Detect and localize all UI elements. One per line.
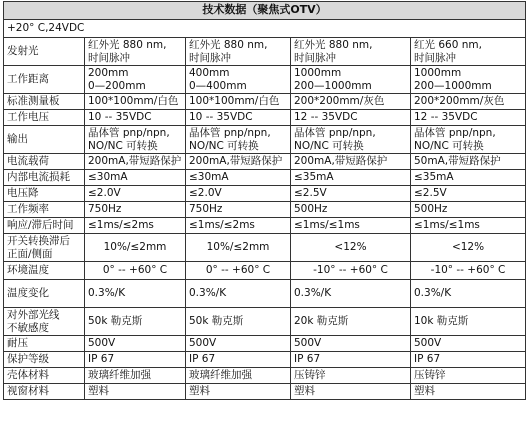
spec-label: [4, 66, 85, 94]
spec-label-line: 温度变化: [7, 287, 49, 300]
spec-value: [85, 154, 186, 170]
spec-label-line: 开关转换滞后: [7, 235, 70, 248]
spec-value: [186, 384, 291, 400]
spec-value: [411, 126, 526, 154]
spec-value: [291, 170, 411, 186]
spec-value-line: 0.3%/K: [414, 287, 452, 300]
spec-value-line: 10k 勒克斯: [414, 315, 469, 328]
spec-value: [291, 66, 411, 94]
spec-value-line: 100*100mm/白色: [88, 95, 179, 108]
spec-label-line: 标准测量板: [7, 95, 60, 108]
spec-label: [4, 280, 85, 308]
spec-value: [411, 384, 526, 400]
spec-value-line: 玻璃纤维加强: [88, 369, 151, 382]
spec-value-line: 晶体管 pnp/npn,: [414, 127, 496, 140]
spec-value: [85, 336, 186, 352]
spec-label-line: 环境温度: [7, 264, 49, 277]
spec-label: [4, 126, 85, 154]
spec-row: [4, 38, 526, 66]
spec-value: [186, 110, 291, 126]
spec-row: [4, 126, 526, 154]
spec-label: [4, 262, 85, 280]
spec-value: [291, 368, 411, 384]
spec-value: [186, 352, 291, 368]
spec-value: [411, 202, 526, 218]
spec-value-line: 200mA,带短路保护: [294, 155, 388, 168]
spec-value-line: 750Hz: [189, 203, 223, 216]
spec-label: [4, 170, 85, 186]
spec-value-line: 红外光 880 nm,: [294, 39, 373, 52]
spec-value-line: -10° -- +60° C: [430, 264, 506, 277]
spec-value-line: 200mA,带短路保护: [189, 155, 283, 168]
spec-label-line: 内部电流损耗: [7, 171, 70, 184]
spec-value-line: ≤2.5V: [294, 187, 327, 200]
spec-value-line: ≤2.0V: [88, 187, 121, 200]
spec-value: [186, 336, 291, 352]
spec-value: [186, 38, 291, 66]
test-conditions: +20° C,24VDC: [4, 20, 526, 38]
spec-value-line: 200*200mm/灰色: [414, 95, 505, 108]
spec-value: [291, 384, 411, 400]
spec-row: [4, 110, 526, 126]
spec-value-line: NO/NC 可转换: [189, 139, 259, 152]
spec-value-line: -10° -- +60° C: [313, 264, 388, 277]
spec-label: [4, 154, 85, 170]
spec-value-line: 玻璃纤维加强: [189, 369, 252, 382]
spec-value: [186, 170, 291, 186]
spec-row: [4, 66, 526, 94]
spec-value-line: 压铸锌: [294, 369, 326, 382]
spec-table: [3, 1, 526, 400]
spec-value-line: <12%: [334, 241, 367, 254]
spec-value-line: NO/NC 可转换: [294, 139, 364, 152]
spec-value-line: 0° -- +60° C: [205, 264, 271, 277]
spec-value: [85, 170, 186, 186]
spec-value-line: 500V: [414, 337, 442, 350]
spec-value-line: 塑料: [414, 385, 435, 398]
spec-value: [85, 368, 186, 384]
spec-value: [186, 368, 291, 384]
spec-value-line: 200—1000mm: [414, 79, 492, 92]
spec-value: [85, 384, 186, 400]
spec-value: [85, 308, 186, 336]
spec-row: [4, 94, 526, 110]
spec-value: [85, 262, 186, 280]
spec-value: [291, 110, 411, 126]
spec-label-line: 工作距离: [7, 73, 49, 86]
spec-value: [291, 38, 411, 66]
title-row: [4, 2, 526, 20]
spec-label-line: 输出: [7, 133, 28, 146]
spec-value-line: 塑料: [189, 385, 210, 398]
spec-value: [411, 66, 526, 94]
spec-value-line: 时间脉冲: [294, 51, 336, 64]
spec-value: [291, 202, 411, 218]
spec-row: [4, 336, 526, 352]
spec-value: [85, 66, 186, 94]
spec-value: [291, 234, 411, 262]
spec-label-line: 正面/侧面: [7, 247, 53, 260]
spec-row: [4, 384, 526, 400]
spec-row: [4, 368, 526, 384]
spec-value: [411, 352, 526, 368]
table-title: 技术数据（聚焦式OTV）: [4, 2, 526, 20]
spec-value: [291, 186, 411, 202]
spec-label: [4, 234, 85, 262]
spec-label-line: 壳体材料: [7, 369, 49, 382]
spec-value: [411, 280, 526, 308]
spec-value-line: 10 -- 35VDC: [88, 111, 152, 124]
spec-label: [4, 308, 85, 336]
spec-value-line: 0—200mm: [88, 79, 146, 92]
spec-value-line: IP 67: [414, 353, 441, 366]
spec-value-line: 时间脉冲: [189, 51, 231, 64]
spec-row: [4, 308, 526, 336]
spec-value-line: 12 -- 35VDC: [294, 111, 358, 124]
spec-value-line: ≤1ms/≤2ms: [88, 219, 154, 232]
spec-label-line: 耐压: [7, 337, 28, 350]
spec-value: [85, 126, 186, 154]
spec-value-line: 晶体管 pnp/npn,: [88, 127, 170, 140]
spec-value-line: NO/NC 可转换: [88, 139, 158, 152]
spec-value-line: 红光 660 nm,: [414, 39, 482, 52]
spec-value: [291, 262, 411, 280]
spec-value: [186, 202, 291, 218]
spec-value: [186, 186, 291, 202]
spec-value-line: 50k 勒克斯: [88, 315, 143, 328]
spec-value: [411, 368, 526, 384]
spec-label-line: 视窗材料: [7, 385, 49, 398]
spec-label: [4, 38, 85, 66]
spec-label: [4, 384, 85, 400]
spec-value-line: 红外光 880 nm,: [189, 39, 268, 52]
spec-value: [85, 94, 186, 110]
spec-value-line: ≤1ms/≤2ms: [189, 219, 255, 232]
spec-value-line: 50mA,带短路保护: [414, 155, 501, 168]
spec-value: [411, 170, 526, 186]
spec-value: [85, 202, 186, 218]
spec-value-line: 红外光 880 nm,: [88, 39, 167, 52]
spec-value-line: 200mA,带短路保护: [88, 155, 182, 168]
spec-value-line: 晶体管 pnp/npn,: [294, 127, 376, 140]
spec-label: [4, 368, 85, 384]
spec-value: [186, 262, 291, 280]
spec-value-line: IP 67: [88, 353, 115, 366]
spec-value-line: 200*200mm/灰色: [294, 95, 385, 108]
spec-value-line: ≤1ms/≤1ms: [294, 219, 360, 232]
spec-row: [4, 154, 526, 170]
spec-value-line: IP 67: [189, 353, 216, 366]
spec-value: [411, 154, 526, 170]
spec-value: [291, 126, 411, 154]
spec-value: [411, 262, 526, 280]
spec-value: [85, 110, 186, 126]
spec-value-line: ≤30mA: [189, 171, 229, 184]
spec-row: [4, 186, 526, 202]
spec-label: [4, 94, 85, 110]
spec-value-line: ≤2.0V: [189, 187, 222, 200]
spec-label-line: 工作电压: [7, 111, 49, 124]
spec-value-line: 0.3%/K: [189, 287, 227, 300]
spec-value: [85, 38, 186, 66]
spec-label-line: 不敏感度: [7, 321, 49, 334]
spec-value-line: 时间脉冲: [414, 51, 456, 64]
spec-label: [4, 218, 85, 234]
spec-label-line: 保护等级: [7, 353, 49, 366]
spec-value: [186, 218, 291, 234]
spec-value: [85, 186, 186, 202]
spec-value: [186, 308, 291, 336]
spec-value: [186, 280, 291, 308]
spec-value-line: 200mm: [88, 67, 129, 80]
spec-value-line: 500V: [88, 337, 116, 350]
spec-row: [4, 262, 526, 280]
spec-value-line: 12 -- 35VDC: [414, 111, 478, 124]
spec-value: [85, 218, 186, 234]
spec-value-line: ≤1ms/≤1ms: [414, 219, 480, 232]
spec-row: [4, 280, 526, 308]
spec-value-line: 500Hz: [414, 203, 448, 216]
spec-value-line: <12%: [451, 241, 485, 254]
spec-value: [411, 234, 526, 262]
spec-value-line: 200—1000mm: [294, 79, 372, 92]
spec-value: [186, 94, 291, 110]
spec-value: [291, 154, 411, 170]
spec-value: [291, 218, 411, 234]
spec-row: [4, 202, 526, 218]
spec-value: [186, 126, 291, 154]
spec-value: [411, 38, 526, 66]
spec-label: [4, 336, 85, 352]
spec-value: [291, 94, 411, 110]
spec-value: [186, 66, 291, 94]
spec-value-line: 500V: [294, 337, 322, 350]
spec-value-line: 压铸锌: [414, 369, 446, 382]
spec-value-line: 1000mm: [294, 67, 342, 80]
spec-value: [186, 234, 291, 262]
spec-value: [291, 352, 411, 368]
spec-value-line: 10%/≤2mm: [206, 241, 270, 254]
spec-row: [4, 234, 526, 262]
spec-row: [4, 218, 526, 234]
spec-value-line: ≤2.5V: [414, 187, 447, 200]
spec-value: [291, 336, 411, 352]
spec-value-line: 750Hz: [88, 203, 122, 216]
spec-value: [411, 186, 526, 202]
spec-label: [4, 202, 85, 218]
spec-value-line: ≤35mA: [414, 171, 454, 184]
spec-value-line: 0.3%/K: [88, 287, 126, 300]
spec-value-line: ≤30mA: [88, 171, 128, 184]
spec-value-line: 20k 勒克斯: [294, 315, 349, 328]
spec-value-line: ≤35mA: [294, 171, 334, 184]
spec-value-line: 500V: [189, 337, 217, 350]
spec-value: [85, 234, 186, 262]
spec-value-line: NO/NC 可转换: [414, 139, 484, 152]
spec-label: [4, 110, 85, 126]
spec-value-line: 500Hz: [294, 203, 328, 216]
conditions-row: [4, 20, 526, 38]
spec-value: [186, 154, 291, 170]
spec-value: [291, 280, 411, 308]
spec-value: [411, 110, 526, 126]
spec-value-line: 50k 勒克斯: [189, 315, 244, 328]
spec-value: [85, 280, 186, 308]
spec-label: [4, 186, 85, 202]
spec-value-line: 0.3%/K: [294, 287, 332, 300]
spec-value: [411, 94, 526, 110]
spec-label-line: 电压降: [7, 187, 39, 200]
spec-label-line: 电流载荷: [7, 155, 49, 168]
spec-value-line: 晶体管 pnp/npn,: [189, 127, 271, 140]
spec-value: [411, 336, 526, 352]
spec-value: [411, 218, 526, 234]
spec-value-line: 塑料: [294, 385, 315, 398]
spec-label: [4, 352, 85, 368]
spec-label-line: 工作频率: [7, 203, 49, 216]
spec-label-line: 发射光: [7, 45, 39, 58]
spec-row: [4, 170, 526, 186]
spec-value-line: 时间脉冲: [88, 51, 130, 64]
spec-value-line: IP 67: [294, 353, 321, 366]
spec-label-line: 对外部光线: [7, 309, 60, 322]
spec-value-line: 100*100mm/白色: [189, 95, 280, 108]
spec-value: [411, 308, 526, 336]
spec-value-line: 0—400mm: [189, 79, 247, 92]
spec-value-line: 10 -- 35VDC: [189, 111, 253, 124]
spec-value-line: 1000mm: [414, 67, 462, 80]
spec-row: [4, 352, 526, 368]
spec-value-line: 0° -- +60° C: [102, 264, 168, 277]
spec-value: [291, 308, 411, 336]
spec-value-line: 塑料: [88, 385, 109, 398]
spec-value-line: 10%/≤2mm: [103, 241, 167, 254]
spec-value-line: 400mm: [189, 67, 230, 80]
spec-value: [85, 352, 186, 368]
spec-label-line: 响应/滞后时间: [7, 219, 74, 232]
